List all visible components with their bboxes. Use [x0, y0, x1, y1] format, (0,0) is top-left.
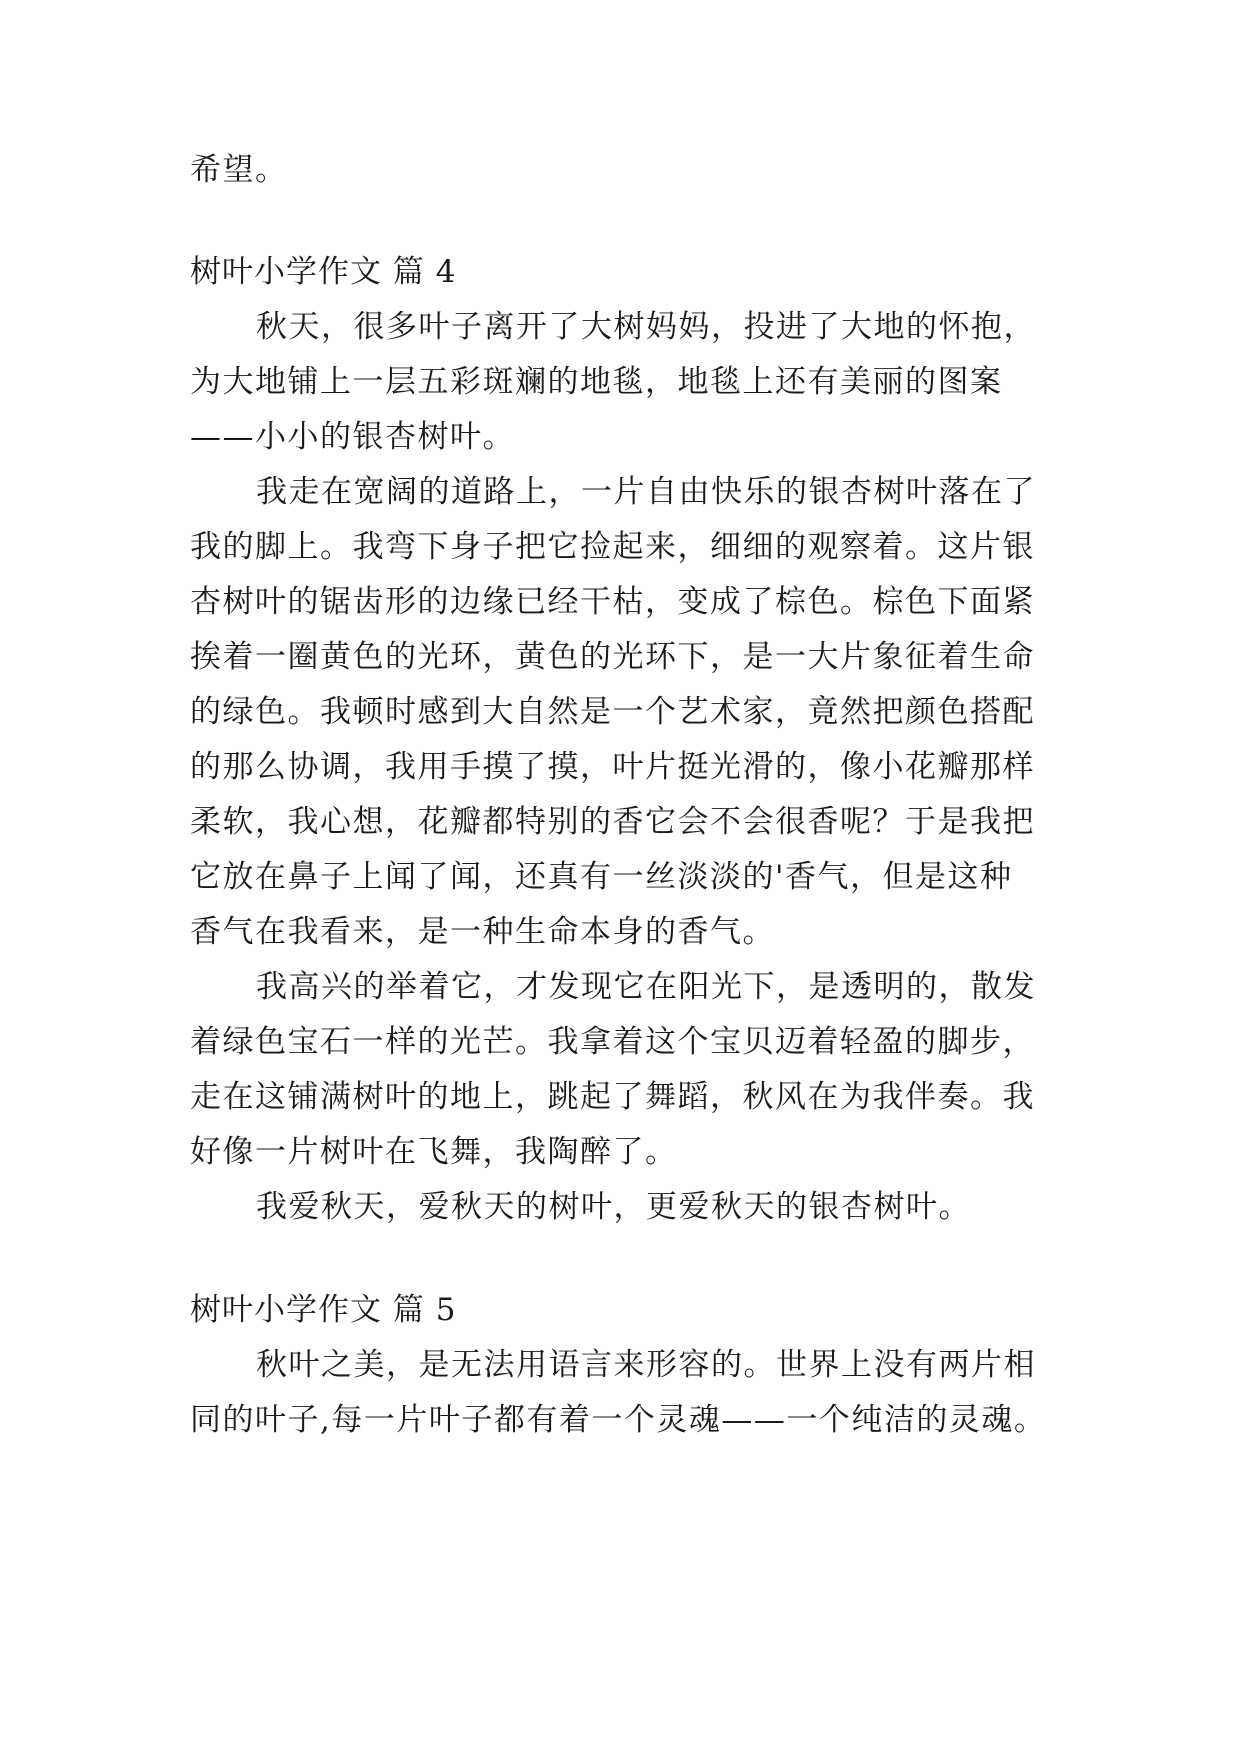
s4-p3-line-1: 我高兴的举着它，才发现它在阳光下，是透明的，散发	[256, 969, 1036, 1005]
s4-p2-line-8: 它放在鼻子上闻了闻，还真有一丝淡淡的'香气，但是这种	[190, 859, 1013, 895]
s4-p2-line-1: 我走在宽阔的道路上，一片自由快乐的银杏树叶落在了	[256, 474, 1036, 510]
s4-p1-line-1: 秋天，很多叶子离开了大树妈妈，投进了大地的怀抱，	[256, 309, 1036, 345]
section-4-heading: 树叶小学作文 篇 4	[190, 254, 457, 290]
section-5-heading: 树叶小学作文 篇 5	[190, 1292, 457, 1328]
s4-p1-line-2: 为大地铺上一层五彩斑斓的地毯，地毯上还有美丽的图案	[190, 364, 1003, 400]
s4-p3-line-4: 好像一片树叶在飞舞，我陶醉了。	[190, 1134, 678, 1170]
s4-p2-line-4: 挨着一圈黄色的光环，黄色的光环下，是一大片象征着生命	[190, 639, 1035, 675]
s4-p3-line-2: 着绿色宝石一样的光芒。我拿着这个宝贝迈着轻盈的脚步，	[190, 1024, 1035, 1060]
s4-p2-line-5: 的绿色。我顿时感到大自然是一个艺术家，竟然把颜色搭配	[190, 694, 1035, 730]
s4-p2-line-7: 柔软，我心想，花瓣都特别的香它会不会很香呢？于是我把	[190, 804, 1035, 840]
s4-p3-line-3: 走在这铺满树叶的地上，跳起了舞蹈，秋风在为我伴奏。我	[190, 1079, 1035, 1115]
continuation-line: 希望。	[190, 152, 288, 188]
s5-p1-line-1: 秋叶之美，是无法用语言来形容的。世界上没有两片相	[256, 1347, 1036, 1383]
s5-p1-line-2: 同的叶子,每一片叶子都有着一个灵魂——一个纯洁的灵魂。	[190, 1402, 1047, 1438]
s4-p2-line-2: 我的脚上。我弯下身子把它捡起来，细细的观察着。这片银	[190, 529, 1035, 565]
s4-p1-line-3: ——小小的银杏树叶。	[190, 419, 515, 455]
s4-p2-line-3: 杏树叶的锯齿形的边缘已经干枯，变成了棕色。棕色下面紧	[190, 584, 1035, 620]
s4-p2-line-9: 香气在我看来，是一种生命本身的香气。	[190, 914, 775, 950]
s4-p2-line-6: 的那么协调，我用手摸了摸，叶片挺光滑的，像小花瓣那样	[190, 749, 1035, 785]
s4-p4-line-1: 我爱秋天，爱秋天的树叶，更爱秋天的银杏树叶。	[256, 1189, 971, 1225]
